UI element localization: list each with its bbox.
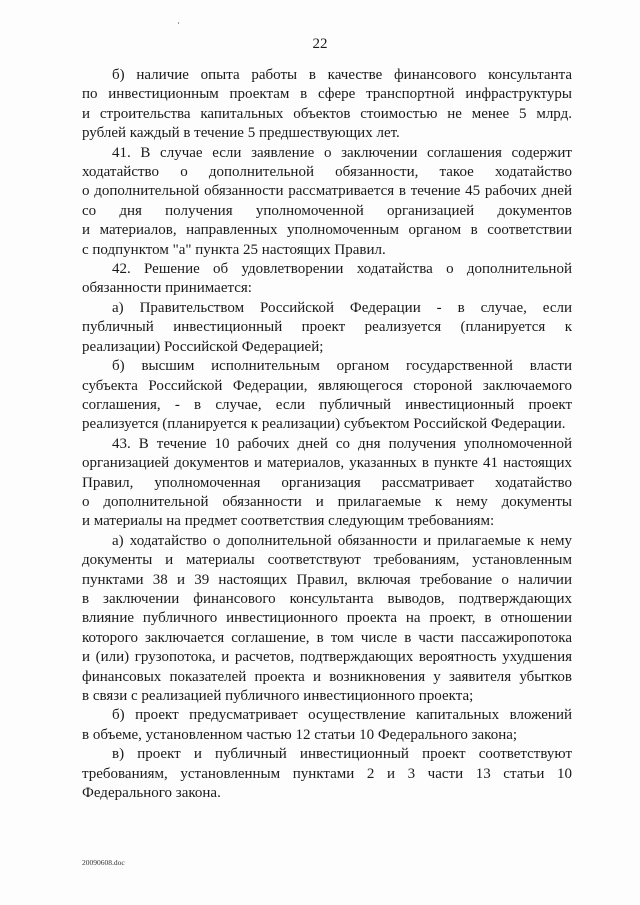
paragraph [82,706,572,745]
text-line: о дополнительной обязанности рассматривается в течение 45 рабочих дней [82,183,572,200]
text-line: и материалы на предмет соответствия следующим требованиям: [82,513,495,530]
document-body [82,66,572,803]
text-line: 43. В течение 10 рабочих дней со дня получения уполномоченной [112,435,572,452]
text-line: а) ходатайство о дополнительной обязанности и прилагаемые к нему [112,532,572,549]
text-line: со дня получения уполномоченной организацией документов [82,202,572,219]
text-line: документы и материалы соответствуют требованиям, установленным [82,552,572,569]
text-line: влияние публичного инвестиционного проекта на проект, в отношении [82,610,572,627]
footer-filename: 20090608.doc [82,858,125,867]
text-line: и (или) грузопотока, и расчетов, подтверждающих вероятность ухудшения [82,649,572,666]
text-line: субъекта Российской Федерации, являющегося стороной заключаемого [82,377,572,394]
text-line: в) проект и публичный инвестиционный проект соответствуют [112,746,572,763]
text-line: пунктами 38 и 39 настоящих Правил, включая требование о наличии [82,571,572,588]
text-line: с подпунктом "а" пункта 25 настоящих Правил. [82,241,386,258]
text-line: финансовых показателей проекта и возникновения у заявителя убытков [82,668,572,685]
scan-mark [178,22,179,24]
paragraph [82,745,572,803]
text-line: обязанности принимается: [82,280,252,297]
text-line: о дополнительной обязанности и прилагаемые к нему документы [82,493,572,510]
text-line: реализации) Российской Федерацией; [82,338,324,355]
text-line: рублей каждый в течение 5 предшествующих лет. [82,125,400,142]
text-line: ходатайство о дополнительной обязанности, такое ходатайство [82,164,572,181]
text-line: Федерального закона. [82,785,221,802]
paragraph [82,532,572,707]
text-line: 41. В случае если заявление о заключении соглашения содержит [112,144,572,161]
text-line: соглашения, - в случае, если публичный инвестиционный проект [82,396,572,413]
text-line: и строительства капитальных объектов стоимостью не менее 5 млрд. [82,105,572,122]
paragraph [82,435,572,532]
page-number: 22 [312,36,328,52]
text-line: реализуется (планируется к реализации) субъектом Российской Федерации. [82,416,566,433]
text-line: в заключении финансового консультанта выводов, подтверждающих [82,590,572,607]
text-line: организацией документов и материалов, указанных в пункте 41 настоящих [82,455,572,472]
paragraph [82,299,572,357]
text-line: 42. Решение об удовлетворении ходатайства о дополнительной [112,261,572,278]
text-line: б) проект предусматривает осуществление капитальных вложений [112,707,572,724]
paragraph [82,357,572,435]
text-line: требованиям, установленным пунктами 2 и 3 части 13 статьи 10 [82,765,572,782]
paragraph [82,66,572,144]
text-line: в связи с реализацией публичного инвестиционного проекта; [82,688,474,704]
text-line: а) Правительством Российской Федерации - в случае, если [112,299,572,316]
text-line: и материалов, направленных уполномоченным органом в соответствии [82,222,572,239]
text-line: в объеме, установленном частью 12 статьи 10 Федерального закона; [82,726,518,743]
paragraph [82,144,572,260]
text-line: публичный инвестиционный проект реализуется (планируется к [82,319,572,336]
text-line: которого заключается соглашение, в том числе в части пассажиропотока [82,629,572,646]
text-line: по инвестиционным проектам в сфере транспортной инфраструктуры [82,86,572,103]
text-line: б) высшим исполнительным органом государственной власти [112,358,572,375]
text-line: б) наличие опыта работы в качестве финансового консультанта [112,67,572,83]
text-line: Правил, уполномоченная организация рассматривает ходатайство [82,474,572,491]
paragraph [82,260,572,299]
